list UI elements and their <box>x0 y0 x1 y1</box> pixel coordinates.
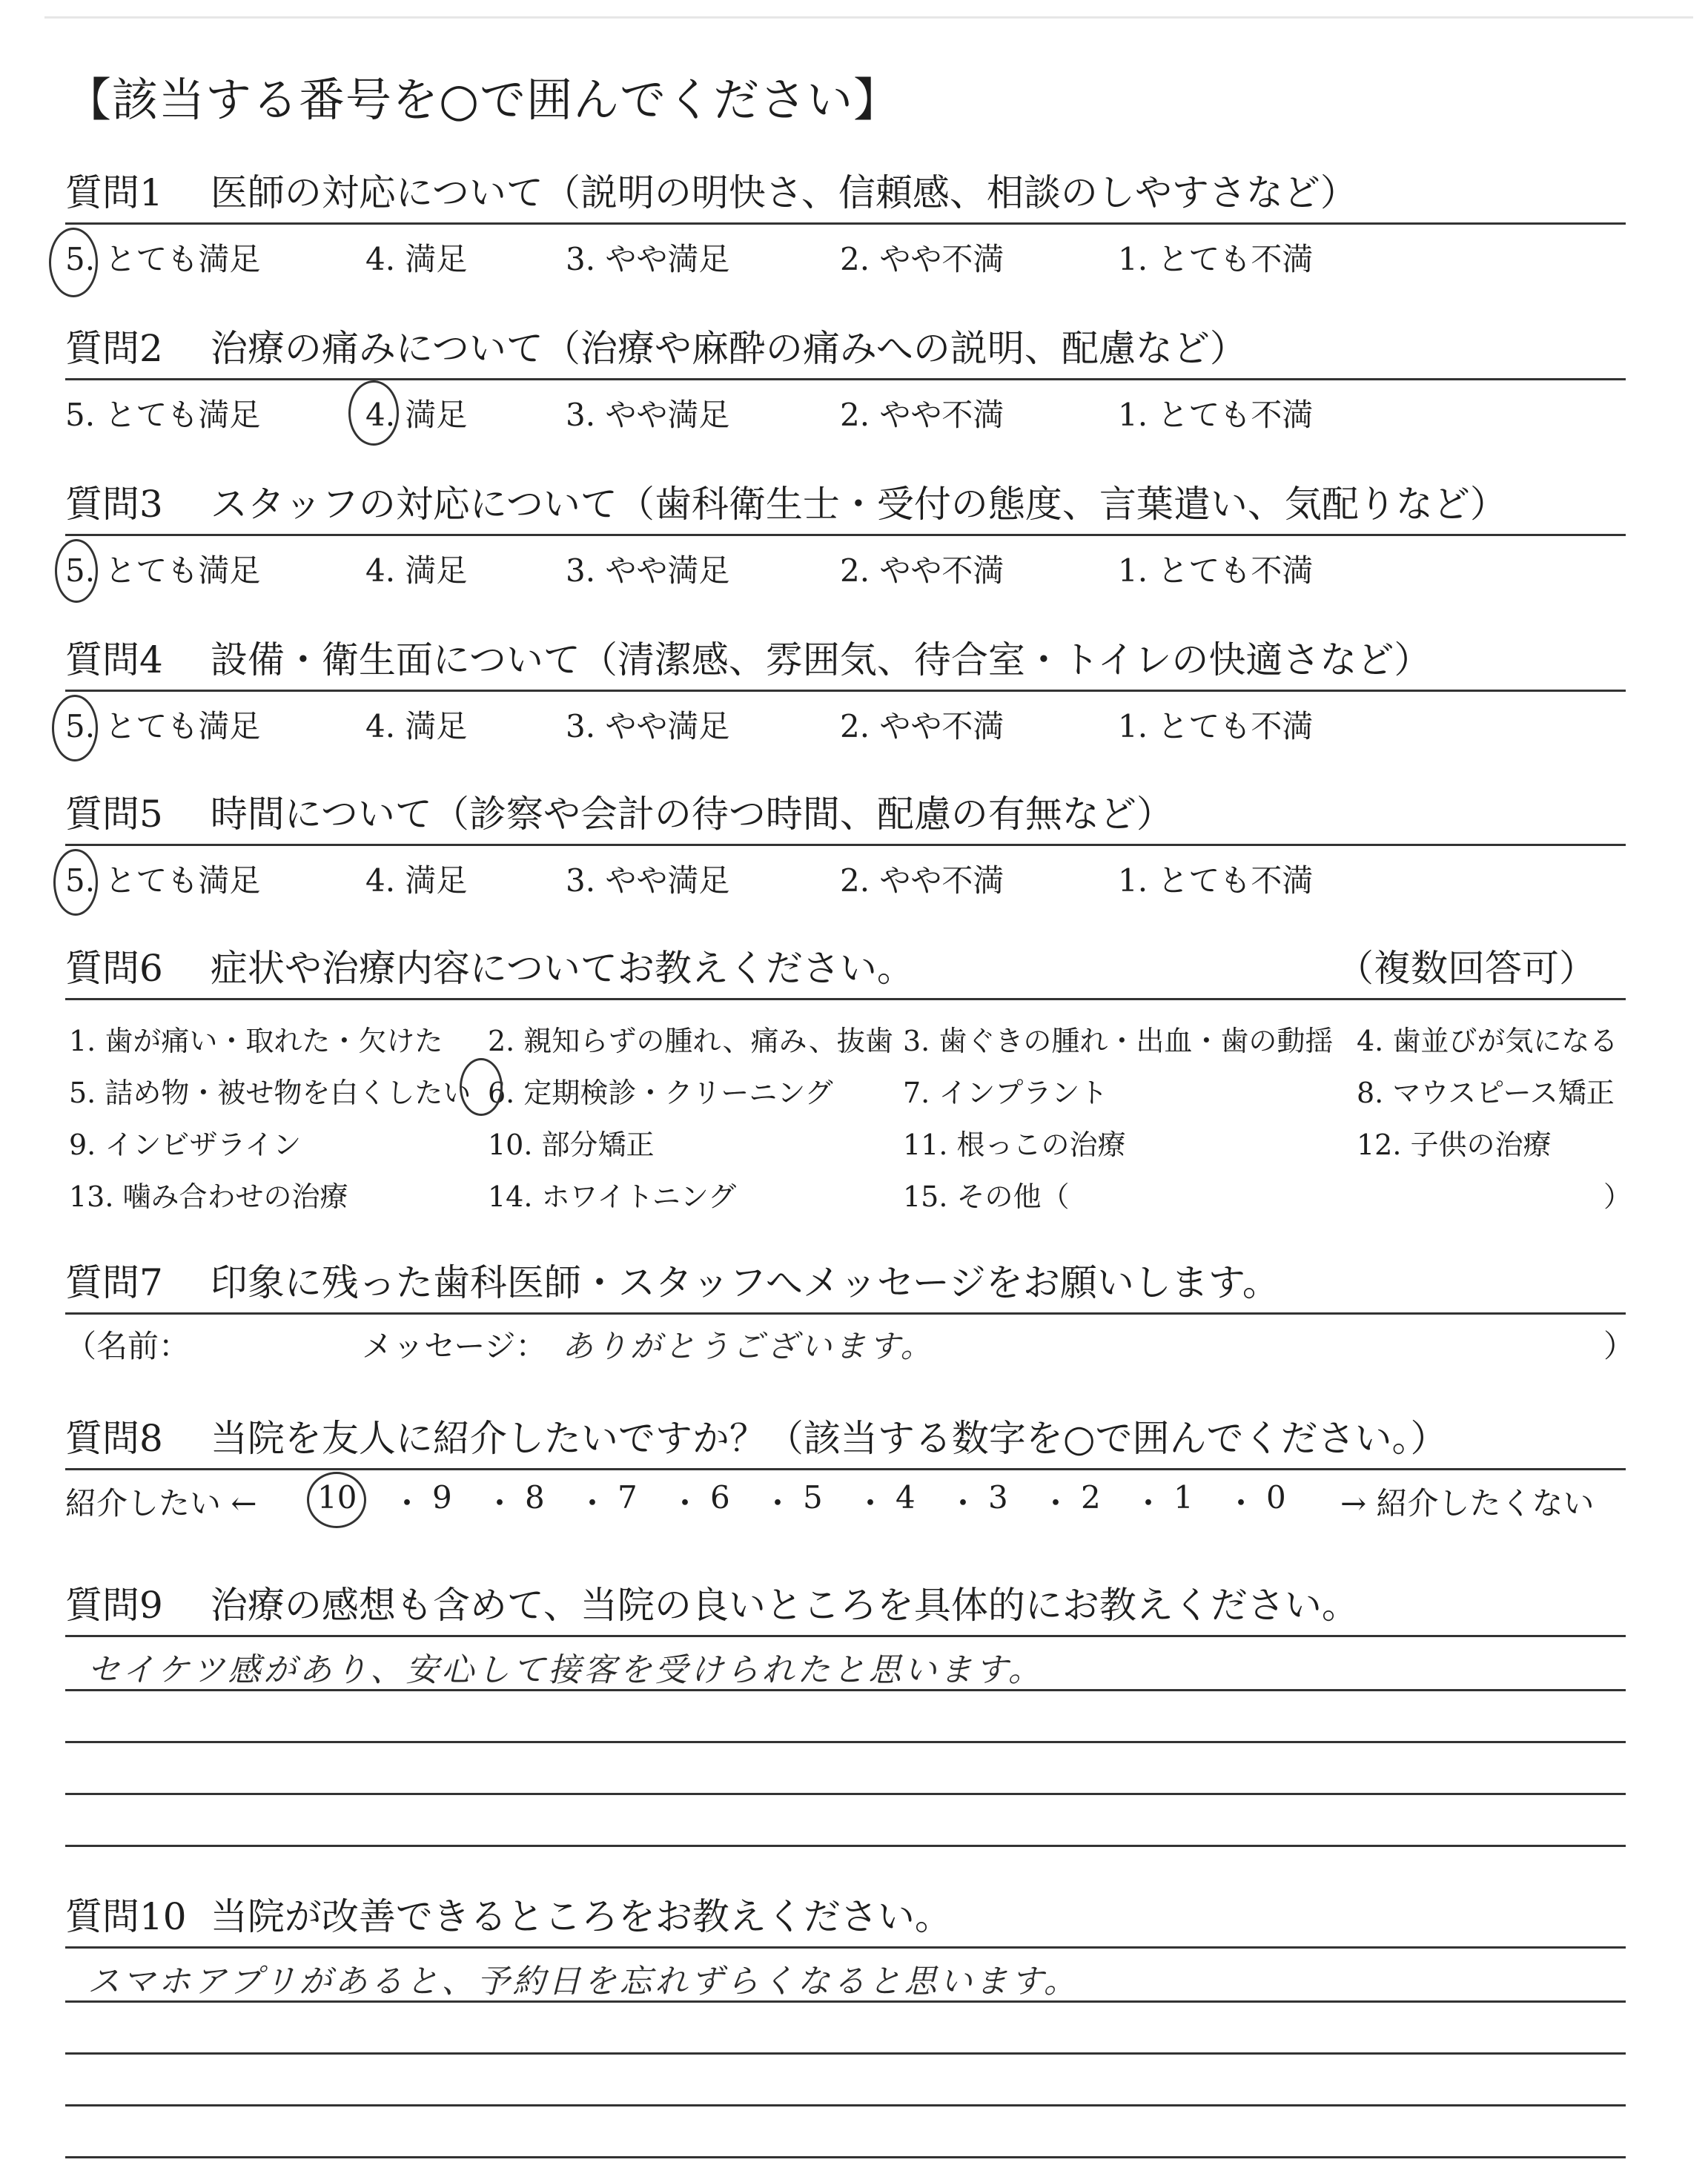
divider <box>65 1468 1626 1470</box>
option-4[interactable]: 4. 満足 <box>365 552 468 589</box>
option-1[interactable]: 1. とても不満 <box>1118 862 1314 899</box>
symptom-option[interactable]: 10. 部分矯正 <box>488 1129 655 1161</box>
scale-9[interactable]: 9 <box>432 1479 452 1516</box>
question-number: 質問1 <box>65 171 163 214</box>
divider <box>65 844 1626 846</box>
answer-lines <box>65 1637 1626 1860</box>
scale-10[interactable]: 10 <box>317 1479 357 1516</box>
scale-separator: ・ <box>669 1485 701 1521</box>
scale-left-label: 紹介したい ← <box>65 1485 257 1521</box>
option-1[interactable]: 1. とても不満 <box>1118 708 1314 744</box>
scale-2[interactable]: 2 <box>1081 1479 1101 1516</box>
option-1[interactable]: 1. とても不満 <box>1118 241 1314 277</box>
scale-separator: ・ <box>762 1485 794 1521</box>
option-4[interactable]: 4. 満足 <box>365 708 468 744</box>
question-7 <box>65 1253 1635 1367</box>
name-label: （名前： <box>65 1328 191 1364</box>
option-2[interactable]: 2. やや不満 <box>840 397 1004 433</box>
rating-options <box>65 702 1626 747</box>
question-number: 質問2 <box>65 327 163 370</box>
rating-options <box>65 546 1626 591</box>
rating-options <box>65 391 1626 435</box>
answer-handwriting[interactable]: セイケツ感があり、安心して接客を受けられたと思います。 <box>87 1651 1044 1689</box>
question-10 <box>65 1887 1626 2171</box>
rating-options <box>65 856 1626 901</box>
option-4[interactable]: 4. 満足 <box>365 862 468 899</box>
scale-separator: ・ <box>1133 1485 1165 1521</box>
option-4[interactable]: 4. 満足 <box>365 397 468 433</box>
scale-8[interactable]: 8 <box>525 1479 545 1516</box>
question-text: スタッフの対応について（歯科衛生士・受付の態度、言葉遣い、気配りなど） <box>210 483 1507 526</box>
option-3[interactable]: 3. やや満足 <box>566 552 730 589</box>
question-number: 質問3 <box>65 483 163 526</box>
scale-separator: ・ <box>577 1485 609 1521</box>
selection-circle <box>460 1058 503 1116</box>
option-5[interactable]: 5. とても満足 <box>65 862 261 899</box>
scale-3[interactable]: 3 <box>988 1479 1008 1516</box>
question-8 <box>65 1409 1626 1524</box>
question-3 <box>65 475 1626 591</box>
symptom-option-other[interactable]: 15. その他（ <box>903 1180 1070 1213</box>
divider <box>65 1312 1626 1315</box>
scale-right-label: → 紹介したくない <box>1340 1485 1595 1521</box>
question-text: 当院が改善できるところをお教えください。 <box>210 1895 952 1938</box>
selection-circle <box>49 228 98 297</box>
option-5[interactable]: 5. とても満足 <box>65 552 261 589</box>
option-2[interactable]: 2. やや不満 <box>840 708 1004 744</box>
symptom-option[interactable]: 3. 歯ぐきの腫れ・出血・歯の動揺 <box>903 1025 1334 1057</box>
close-paren: ） <box>1603 1328 1635 1364</box>
other-close-paren: ） <box>1603 1180 1632 1213</box>
scale-1[interactable]: 1 <box>1174 1479 1194 1516</box>
option-3[interactable]: 3. やや満足 <box>566 708 730 744</box>
question-number: 質問9 <box>65 1584 163 1627</box>
writing-line <box>65 2000 1626 2003</box>
divider <box>65 998 1626 1000</box>
question-5 <box>65 784 1626 901</box>
option-3[interactable]: 3. やや満足 <box>566 397 730 433</box>
symptom-option[interactable]: 13. 噛み合わせの治療 <box>69 1180 348 1213</box>
option-2[interactable]: 2. やや不満 <box>840 862 1004 899</box>
selection-circle <box>55 539 98 603</box>
top-border <box>44 16 1693 19</box>
scale-0[interactable]: 0 <box>1266 1479 1286 1516</box>
question-9 <box>65 1576 1626 1860</box>
scale-separator: ・ <box>855 1485 887 1521</box>
symptom-option[interactable]: 12. 子供の治療 <box>1357 1129 1552 1161</box>
writing-line <box>65 2156 1626 2158</box>
multiple-answer-note: （複数回答可） <box>1337 947 1596 990</box>
symptom-option[interactable]: 11. 根っこの治療 <box>903 1129 1126 1161</box>
scale-separator: ・ <box>484 1485 516 1521</box>
message-row <box>65 1322 1635 1367</box>
question-text: 印象に残った歯科医師・スタッフへメッセージをお願いします。 <box>210 1261 1280 1304</box>
question-text: 治療の痛みについて（治療や麻酔の痛みへの説明、配慮など） <box>210 327 1247 370</box>
scale-separator: ・ <box>1225 1485 1257 1521</box>
symptom-option[interactable]: 5. 詰め物・被せ物を白くしたい <box>69 1077 471 1109</box>
question-number: 質問6 <box>65 947 163 990</box>
writing-line <box>65 1793 1626 1795</box>
question-text: 時間について（診察や会計の待つ時間、配慮の有無など） <box>210 793 1174 836</box>
scale-7[interactable]: 7 <box>618 1479 638 1516</box>
scale-separator: ・ <box>391 1485 423 1521</box>
selection-circle <box>53 849 98 916</box>
question-2 <box>65 319 1626 435</box>
question-text: 症状や治療内容についてお教えください。 <box>210 947 914 990</box>
writing-line <box>65 1689 1626 1691</box>
writing-line <box>65 1845 1626 1847</box>
answer-lines <box>65 1949 1626 2171</box>
option-3[interactable]: 3. やや満足 <box>566 241 730 277</box>
option-2[interactable]: 2. やや不満 <box>840 241 1004 277</box>
scale-5[interactable]: 5 <box>803 1479 823 1516</box>
option-5[interactable]: 5. とても満足 <box>65 397 261 433</box>
symptom-option[interactable]: 1. 歯が痛い・取れた・欠けた <box>69 1025 443 1057</box>
option-4[interactable]: 4. 満足 <box>365 241 468 277</box>
option-3[interactable]: 3. やや満足 <box>566 862 730 899</box>
symptom-options <box>65 1012 1632 1235</box>
scale-4[interactable]: 4 <box>896 1479 916 1516</box>
question-text: 当院を友人に紹介したいですか？（該当する数字を○で囲んでください。） <box>210 1417 1448 1460</box>
scale-separator: ・ <box>947 1485 979 1521</box>
question-number: 質問4 <box>65 638 163 681</box>
writing-line <box>65 2104 1626 2106</box>
selection-circle <box>348 380 399 446</box>
symptom-option[interactable]: 4. 歯並びが気になる <box>1357 1025 1618 1057</box>
recommend-scale <box>65 1479 1626 1524</box>
symptom-option[interactable]: 8. マウスピース矯正 <box>1357 1077 1615 1109</box>
question-text: 設備・衛生面について（清潔感、雰囲気、待合室・トイレの快適さなど） <box>210 638 1431 681</box>
question-number: 質問7 <box>65 1261 163 1304</box>
question-number: 質問5 <box>65 793 163 836</box>
question-text: 医師の対応について（説明の明快さ、信頼感、相談のしやすさなど） <box>210 171 1357 214</box>
symptom-option[interactable]: 9. インビザライン <box>69 1129 302 1161</box>
question-4 <box>65 630 1626 747</box>
symptom-option[interactable]: 14. ホワイトニング <box>488 1180 737 1213</box>
question-number: 質問8 <box>65 1417 163 1460</box>
scale-6[interactable]: 6 <box>710 1479 730 1516</box>
option-5[interactable]: 5. とても満足 <box>65 708 261 744</box>
question-1 <box>65 163 1626 280</box>
symptom-option[interactable]: 2. 親知らずの腫れ、痛み、抜歯 <box>488 1025 893 1057</box>
message-label: メッセージ： <box>362 1328 547 1364</box>
symptom-option[interactable]: 7. インプラント <box>903 1077 1108 1109</box>
writing-line <box>65 1741 1626 1743</box>
scale-separator: ・ <box>1040 1485 1072 1521</box>
selection-circle <box>52 695 98 761</box>
divider <box>65 378 1626 380</box>
question-6 <box>65 939 1632 1235</box>
writing-line <box>65 2052 1626 2055</box>
option-1[interactable]: 1. とても不満 <box>1118 552 1314 589</box>
selection-circle <box>307 1472 366 1528</box>
divider <box>65 222 1626 225</box>
symptom-option[interactable]: 6. 定期検診・クリーニング <box>488 1077 833 1109</box>
message-answer[interactable]: ありがとうございます。 <box>562 1328 935 1364</box>
question-number: 質問10 <box>65 1895 187 1938</box>
option-1[interactable]: 1. とても不満 <box>1118 397 1314 433</box>
divider <box>65 534 1626 536</box>
instruction-heading: 【該当する番号を○で囲んでください】 <box>65 73 901 127</box>
answer-handwriting[interactable]: スマホアプリがあると、予約日を忘れずらくなると思います。 <box>87 1963 1079 2000</box>
question-text: 治療の感想も含めて、当院の良いところを具体的にお教えください。 <box>210 1584 1359 1627</box>
option-5[interactable]: 5. とても満足 <box>65 241 261 277</box>
rating-options <box>65 235 1626 280</box>
divider <box>65 690 1626 692</box>
option-2[interactable]: 2. やや不満 <box>840 552 1004 589</box>
